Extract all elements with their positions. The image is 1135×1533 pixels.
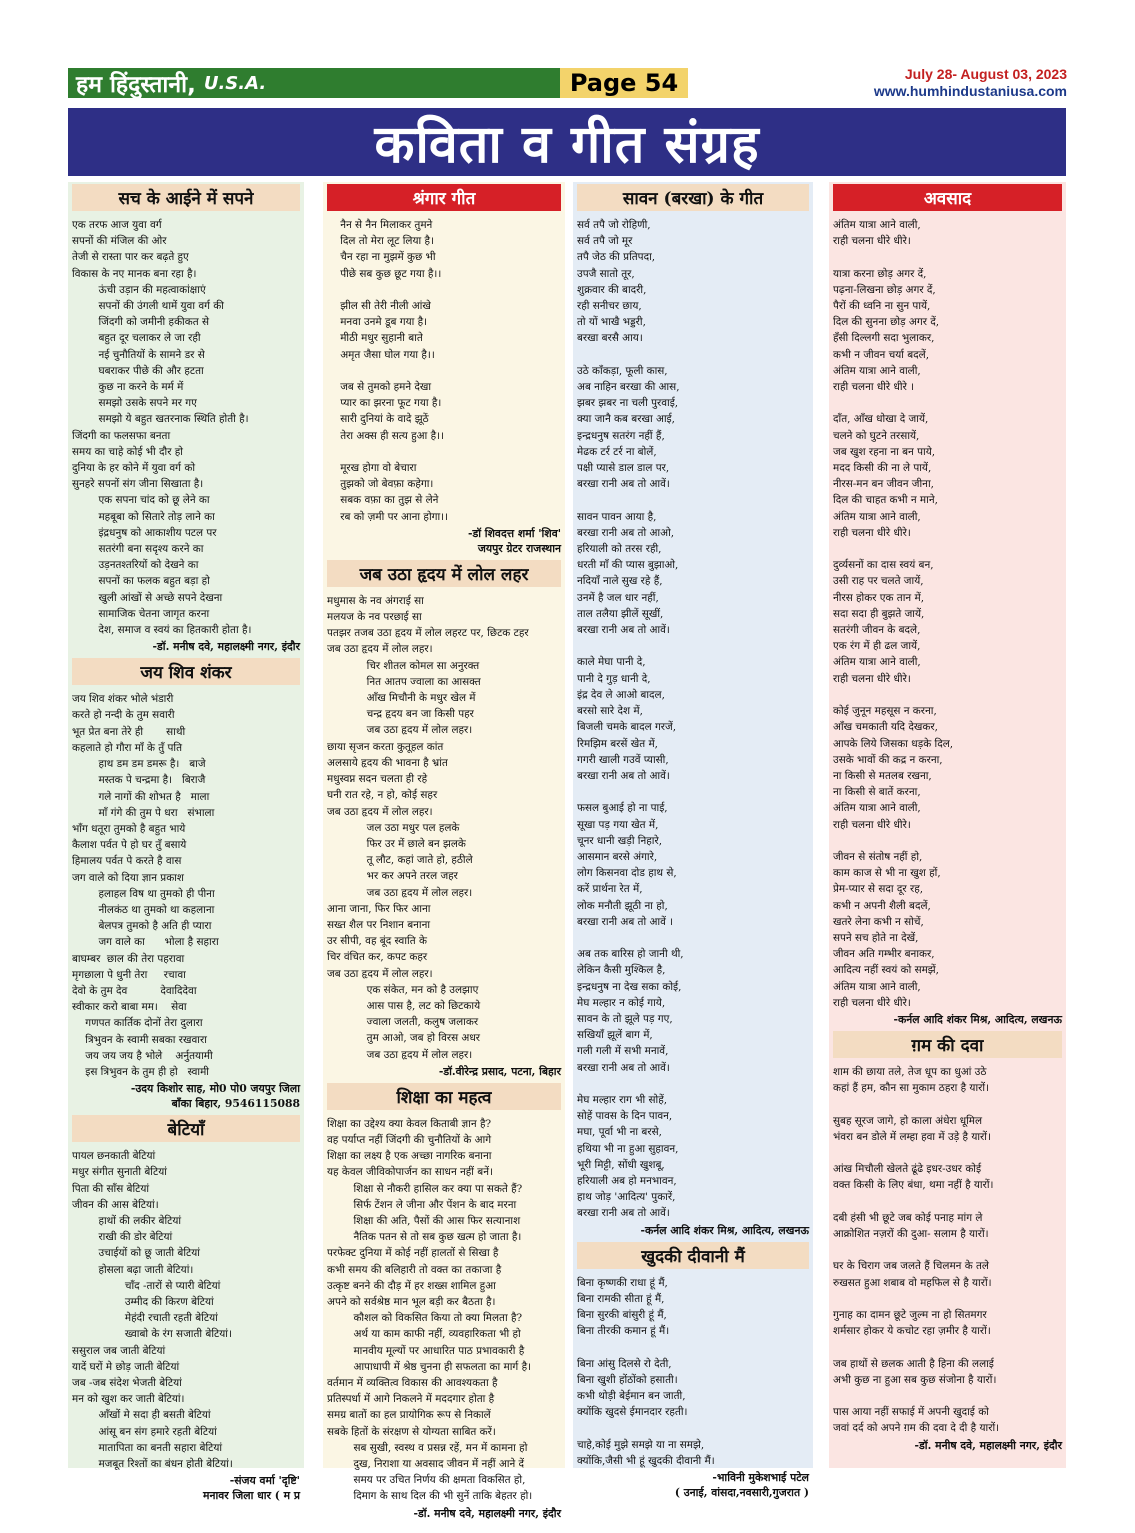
- poem-author: -डॉ. मनीष दवे, महालक्ष्मी नगर, इंदौर: [914, 1438, 1062, 1452]
- brand-region: U.S.A.: [203, 72, 267, 94]
- poem-author: -डॉ. मनीष दवे, महालक्ष्मी नगर, इंदौर: [413, 1506, 561, 1520]
- section-title: कविता व गीत संग्रह: [374, 114, 760, 175]
- poem-body: मधुमास के नव अंगराई सा मलयज के नव परछाई सा पतझर तजब उठा हृदय में लोल लहरट पर, छिटक टहर जब उठा हृदय में लोल लहर। चिर शीतल कोमल सा अनुरक्त नित आतप ज्वाला का आसक्त आँख मिचौनी के मधुर खेल में चन्द्र हृदय बन जा किसी पहर जब उठा हृदय में लोल लहर। छाया सृजन करता कुतूहल कांत अलसाये हृदय की भावना है भ्रांत मधुस्वप्न सदन चलता ही रहे घनी रात रहे, न हो, कोई सहर जब उठा हृदय में लोल लहर। जल उठा मधुर पल हलके फिर उर में छाले बन झलके तू लौट, कहां जाते हो, हठीले भर कर अपने तरल जहर जब उठा हृदय में लोल लहर। आना जाना, फिर फिर आना सख्त शैल पर निशान बनाना उर सीपी, वह बूंद स्वाति के चिर वंचित कर, कपट कहर जब उठा हृदय में लोल लहर। एक संकेत, मन को है उलझाए आस पास है, लट को छिटकाये ज्वाला जलती, कलुष जलाकर तुम आओ, जब हो विरस अधर जब उठा हृदय में लोल लहर।: [327, 594, 529, 1061]
- column-4: [829, 182, 1066, 1468]
- poem-body: सर्व तपै जो रोहिणी, सर्व तपै जो मूर तपै जेठ की प्रतिपदा, उपजै सातो तूर, शुक्रवार की बादरी, रही सनीचर छाय, तो यों भाखै भड्डरी, बरखा बरसै आय। उठे काँकड़ा, फूली कास, अब नाहिन बरखा की आस, झबर झबर ना चली पुरवाई, क्या जानै कब बरखा आई, इन्द्रधनुष सतरंग नहीं हैं, मेढक टर्र टर्र ना बोलें, पक्षी प्यासे डाल डाल पर, बरखा रानी अब तो आवें। सावन पावन आया है, बरखा रानी अब तो आओ, हरियाली को तरस रही, धरती माँ की प्यास बुझाओ, नदियाँ नाले सुख रहे हैं, उनमें है जल धार नहीं, ताल तलैया झीलें सूखीं, बरखा रानी अब तो आवें। काले मेघा पानी दे, पानी दे गुड़ धानी दे, इंद्र देव ले आओ बादल, बरसो सारे देश में, बिजली चमके बादल गरजें, रिमझिम बरसें खेत में, गगरी खाली गउवें प्यासी, बरखा रानी अब तो आवें। फसल बुआई हो ना पाई, सूखा पड़ गया खेत में, चूनर धानी खड़ी निहारे, आसमान बरसे अंगारे, लोग किसनवा दोड हाथ से, करें प्रार्थना रेत में, लोक मनौती झूठी ना हो, बरखा रानी अब तो आवें । अब तक बारिस हो जानी थी, लेकिन कैसी मुश्किल है, इन्द्रधनुष ना देख सका कोई, मेघ मल्हार न कोई गाये, सावन के तो झूले पड़ गए, सखियाँ झूलें बाग में, गली गली में सभी मनावें, बरखा रानी अब तो आवें। मेघ मल्हार राग भी सोहें, सोहें पावस के दिन पावन, मघा, पूर्वा भी ना बरसे, हथिया भी ना हुआ सुहावन, भूरी मिट्टी, सोंधी खुशबू, हरियाली अब हो मनभावन, हाथ जोड़ 'आदित्य' पुकारें, बरखा रानी अब तो आवें।: [577, 219, 684, 1220]
- column-2: [323, 182, 565, 1520]
- issue-date: July 28- August 03, 2023: [904, 66, 1067, 82]
- poem-body: शाम की छाया तले, तेज धूप का धुआं उठे कहां हैं हम, कौन सा मुकाम ठहरा है यारों। सुबह सूरज जागे, हो काला अंधेरा धूमिल भंवरा बन डोले में लम्हा हवा में उड़े है यारों। आंख मिचौली खेलते ढूंढे इधर-उधर कोई वक्त किसी के लिए बंधा, थमा नहीं है यारों। दबी हंसी भी छूटे जब कोई पनाह मांग ले आक्रोशित नज़रों की दुआ- सलाम है यारों। घर के चिराग जब जलते हैं चिलमन के तले रुखसत हुआ शबाब वो महफिल से है यारों। गुनाह का दामन छूटे जुल्म ना हो सितमगर शर्मसार होकर ये कचोट रहा ज़मीर है यारों। जब हाथों से छलक आती है हिना की ललाई अभी कुछ ना हुआ सब कुछ संजोना है यारों। पास आया नहीं सफाई में अपनी खुदाई को जवां दर्द को अपने ग़म की दवा दे दी है यारों।: [833, 1065, 1000, 1435]
- poem-author: -डॉ शिवदत्त शर्मा 'शिव' जयपुर ग्रेटर राजस्थान: [467, 526, 561, 555]
- poem-author: -कर्नल आदि शंकर मिश्र, आदित्य, लखनऊ: [893, 1012, 1062, 1026]
- poem-title: जय शिव शंकर: [72, 658, 300, 685]
- poem-body: बिना कृष्णकी राधा हूं मैं, बिना रामकी सीता हूं मैं, बिना सुरकी बांसुरी हूं मैं, बिना तीरकी कमान हूं मैं। बिना आंसु दिलसे रो देती, बिना खुशी होंठोंको हसाती। कभी थोड़ी बेईमान बन जाती, क्योंकि खुदसे ईमानदार रहती। चाहे,कोई मुझे समझे या ना समझे, क्योंकि,जैसी भी हूं खुदकी दीवानी मैं।: [577, 1276, 715, 1467]
- poem-title: ग़म की दवा: [833, 1031, 1062, 1058]
- poem-author: -भाविनी मुकेशभाई पटेल ( उनाई, वांसदा,नवसारी,गुजरात ): [674, 1471, 809, 1500]
- column-3: [573, 182, 813, 1500]
- poem-title: बेटियाँ: [72, 1115, 300, 1142]
- page-number: Page 54: [560, 68, 688, 98]
- poem-author: -डॉ. मनीष दवे, महालक्ष्मी नगर, इंदौर: [152, 640, 300, 654]
- poem-title: अवसाद: [833, 184, 1062, 211]
- poem-body: नैन से नैन मिलाकर तुमने दिल तो मेरा लूट लिया है। चैन रहा ना मुझमें कुछ भी पीछे सब कुछ छूट गया है।। झील सी तेरी नीली आंखे मनवा उनमे डूब गया है। मीठी मधुर सुहानी बाते अमृत जैसा घोल गया है।। जब से तुमको हमने देखा प्यार का झरना फूट गया है। सारी दुनियां के वादे झूठें तेरा अक्स ही सत्य हुआ है।। मूरख होगा वो बेचारा तुझको जो बेवफ़ा कहेगा। सबक वफ़ा का तुझ से लेने रब को ज़मी पर आना होगा।।: [340, 219, 449, 523]
- poem-title: सावन (बरखा) के गीत: [577, 184, 809, 211]
- brand-name: [68, 68, 560, 98]
- poem-title: जब उठा हृदय में लोल लहर: [327, 560, 561, 587]
- section-banner: [68, 108, 1066, 176]
- poem-title: सच के आईने में सपने: [72, 184, 300, 211]
- poem-body: जय शिव शंकर भोले भंडारी करते हो नन्दी के तुम सवारी भूत प्रेत बना तेरे ही साथी कहलाते हो गौरा माँ के तुँ पति हाथ डम डम डमरू है। बाजे मस्तक पे चन्द्रमा है। बिराजै गले नागों की शोभत है माला माँ गंगे की तुम पे धरा संभाला भाँग धतूरा तुमको है बहुत भाये कैलाश पर्वत पे हो घर तुँ बसाये हिमालय पर्वत पे करते है वास जग वाले को दिया ज्ञान प्रकाश हलाहल विष था तुमको ही पीना नीलकंठ था तुमको था कहलाना बेलपत्र तुमको है अति ही प्यारा जग वाले का भोला है सहारा बाघम्बर छाल की तेरा पहरावा मृगछाला पे धुनी तेरा रचावा देवो के तुम देव देवादिदेवा स्वीकार करो बाबा मम। सेवा गणपत कार्तिक दोनों तेरा दुलारा त्रिभुवन के स्वामी सबका रखवारा जय जय जय है भोले अर्नुतयामी इस त्रिभुवन के तुम ही हो स्वामी: [72, 693, 219, 1078]
- poem-body: पायल छनकाती बेटियां मधुर संगीत सुनाती बेटियां पिता की साँस बेटियां जीवन की आस बेटियां। हाथों की लकीर बेटियां राखी की डोर बेटियां उचाईयों को छू जाती बेटियां होसला बढ़ा जाती बेटियां। चाँद -तारों से प्यारी बेटियां उम्मीद की किरण बेटियां मेहंदी रचाती रहती बेटियां ख्वाबो के रंग सजाती बेटियां। ससुराल जब जाती बेटियां यादें घरों मे छोड़ जाती बेटियां जब -जब संदेश भेजती बेटियां मन को खुश कर जाती बेटियां। आँखों मे सदा ही बसती बेटियां आंसू बन संग हमारे रहती बेटियां मातापिता का बनती सहारा बेटियां मजबूत रिश्तों का बंधन होती बेटियां।: [72, 1150, 233, 1471]
- poem-body: अंतिम यात्रा आने वाली, राही चलना धीरे धीरे। यात्रा करना छोड़ अगर दें, पढ़ना-लिखना छोड़ अगर दें, पैरों की ध्वनि ना सुन पायें, दिल की सुनना छोड़ अगर दें, हँसी दिल्लगी सदा भुलाकर, कभी न जीवन चर्या बदलें, अंतिम यात्रा आने वाली, राही चलना धीरे धीरे । दाँत, आँख धोखा दे जायें, चलने को घुटने तरसायें, जब खुश रहना ना बन पाये, मदद किसी की ना ले पायें, नीरस-मन बन जीवन जीना, दिल की चाहत कभी न माने, अंतिम यात्रा आने वाली, राही चलना धीरे धीरे। दुर्व्यसनों का दास स्वयं बन, उसी राह पर चलते जायें, नीरस होकर एक तान में, सदा सदा ही बुझते जायें, सतरंगी जीवन के बदले, एक रंग में ही ढल जायें, अंतिम यात्रा आने वाली, राही चलना धीरे धीरे। कोई जुनून महसूस न करना, आँख चमकाती यदि देखकर, आपके लिये जिसका धड़के दिल, उसके भावों की कद्र न करना, ना किसी से मतलब रखना, ना किसी से बातें करना, अंतिम यात्रा आने वाली, राही चलना धीरे धीरे। जीवन से संतोष नहीं हो, काम काज से भी ना खुश हों, प्रेम-प्यार से सदा दूर रह, कभी न अपनी शैली बदलें, खतरे लेना कभी न सोचें, सपने सच होते ना देखें, जीवन अति गम्भीर बनाकर, आदित्य नहीं स्वयं को समझें, अंतिम यात्रा आने वाली, राही चलना धीरे धीरे।: [833, 219, 954, 1009]
- poem-author: -कर्नल आदि शंकर मिश्र, आदित्य, लखनऊ: [640, 1223, 809, 1237]
- brand-title: हम हिंदुस्तानी,: [76, 72, 196, 98]
- column-1: [68, 182, 304, 1503]
- poem-body: एक तरफ आज युवा वर्ग सपनों की मंजिल की ओर तेजी से रास्ता पार कर बढ़ते हुए विकास के नए मानक बना रहा है। ऊंची उड़ान की महत्वाकांक्षाएं सपनों की उंगली थामें युवा वर्ग की जिंदगी को जमीनी हकीकत से बहुत दूर चलाकर ले जा रही नई चुनौतियों के सामने डर से घबराकर पीछे की और हटता कुछ ना करने के मर्म में समझो उसके सपने मर गए समझो ये बहुत खतरनाक स्थिति होती है। जिंदगी का फलसफा बनता समय का चाहे कोई भी दौर हो दुनिया के हर कोने में युवा वर्ग को सुनहरे सपनों संग जीना सिखाता है। एक सपना चांद को छू लेने का महबूबा को सितारे तोड़ लाने का इंद्रधनुष को आकाशीय पटल पर सतरंगी बना सदृश्य करने का उड़नतश्तरियों को देखने का सपनों का फलक बहुत बड़ा हो खुली आंखों से अच्छे सपने देखना सामाजिक चेतना जागृत करना देश, समाज व स्वयं का हितकारी होता है।: [72, 219, 252, 637]
- poem-title: खुदकी दीवानी मैं: [577, 1242, 809, 1269]
- poem-author: -संजय वर्मा 'दृष्टि' मनावर जिला धार ( म प्र: [203, 1474, 300, 1503]
- masthead-bar: [68, 68, 688, 98]
- poem-title: श्रंगार गीत: [327, 184, 561, 211]
- poem-author: -उदय किशोर साह, मो0 पो0 जयपुर जिला बाँका बिहार, 9546115088: [130, 1082, 300, 1111]
- poem-body: शिक्षा का उद्देश्य क्या केवल किताबी ज्ञान है? वह पर्याप्त नहीं जिंदगी की चुनौतियों के आगे शिक्षा का लक्ष्य है एक अच्छा नागरिक बनाना यह केवल जीविकोपार्जन का साधन नहीं बनें। शिक्षा से नौकरी हासिल कर क्या पा सकते हैं? सिर्फ टेंशन ले जीना और पेंशन के बाद मरना शिक्षा की अति, पैसों की आस फिर सत्यानाश नैतिक पतन से तो सब कुछ खत्म हो जाता है। परफेक्ट दुनिया में कोई नहीं हालतों से सिखा है कभी समय की बलिहारी तो वक्त का तकाजा है उत्कृष्ट बनने की दौड़ में हर शख्स शामिल हुआ अपने को सर्वश्रेष्ठ मान भूल बड़ी कर बैठता है। कौशल को विकसित किया तो क्या मिलता है? अर्थ या काम काफी नहीं, व्यवहारिकता भी हो मानवीय मूल्यों पर आधारित पाठ प्रभावकारी है आपाधापी में श्रेष्ठ चुनना ही सफलता का मार्ग है। वर्तमान में व्यक्तित्व विकास की आवश्यकता है प्रतिस्पर्धा में आगे निकलने में मददगार होता है समग्र बातों का हल प्रायोगिक रूप से निकालें सबके हितों के संरक्षण से योग्यता साबित करें। सब सुखी, स्वस्थ व प्रसन्न रहें, मन में कामना हो दुख, निराशा या अवसाद जीवन में नहीं आने दें समय पर उचित निर्णय की क्षमता विकसित हो, दिमाग के साथ दिल की भी सुनें ताकि बेहतर हो।: [327, 1117, 533, 1503]
- poem-title: शिक्षा का महत्व: [327, 1083, 561, 1110]
- poem-author: -डॉ.वीरेन्द्र प्रसाद, पटना, बिहार: [438, 1064, 561, 1078]
- website-link[interactable]: www.humhindustaniusa.com: [873, 83, 1067, 99]
- issue-info: [874, 66, 1067, 100]
